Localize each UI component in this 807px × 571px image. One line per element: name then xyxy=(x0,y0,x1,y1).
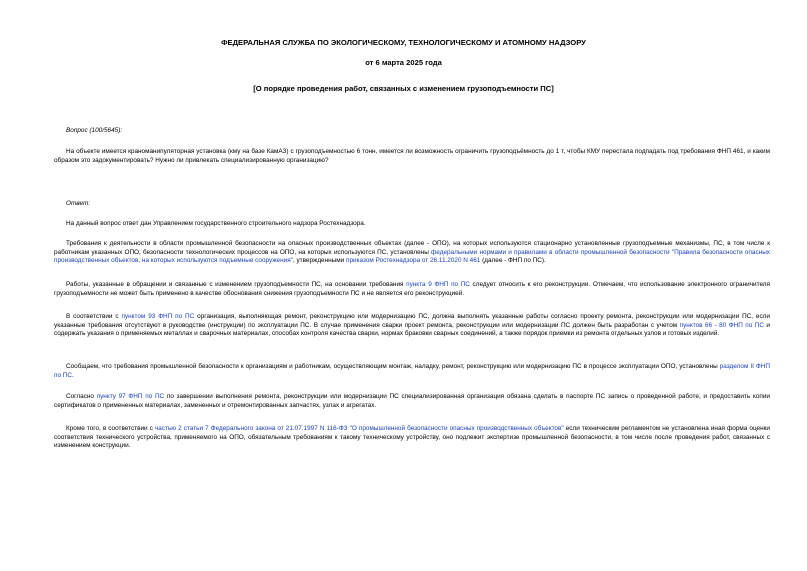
paragraph-text: организация, выполняющая ремонт, реконструкцию или модернизацию ПС, должна выполнять указанные работы согласно проекту ремонта, реконструкции или модернизации ПС, если указанные требования отсутствуют в руководстве (инструкции) по эксплуатации ПС. В случае применения сварки проект ремонта, реконструкции или модернизации ПС должен быть разработан с учетом xyxy=(54,313,770,329)
answer-paragraph-4 xyxy=(54,363,770,380)
paragraph-text: Согласно xyxy=(66,393,94,400)
answer-intro: На данный вопрос ответ дан Управлением государственного строительного надзора Ростехнадзора. xyxy=(66,220,366,227)
paragraph-text: В соответствии с xyxy=(66,313,119,320)
paragraph-text: следует относить к его реконструкции. Отмечаем, что использование электронного ограничителя грузоподъемности не может быть применено в качестве обоснования снижения грузоподъемности ПС и не является его реконструкцией. xyxy=(54,281,770,297)
paragraph-text: если техническим регламентом не установлена иная форма оценки соответствия технического устройства, применяемого на ОПО, обязательным требованиям к такому техническому устройству, оно подлежит экспертизе промышленной безопасности, в том числе после проведения работ, связанных с изменением конструкции. xyxy=(54,425,770,450)
document-date: от 6 марта 2025 года xyxy=(365,58,442,67)
clause-97-link[interactable]: пункту 97 ФНП по ПС xyxy=(96,393,165,400)
paragraph-text: . xyxy=(72,371,74,379)
federal-law-116-link[interactable]: частью 2 статьи 7 Федерального закона от 21.07.1997 N 116-ФЗ "О промышленной безопасности опасных производственных объектов" xyxy=(154,425,564,432)
answer-label: Ответ: xyxy=(66,200,91,207)
section-2-link[interactable]: разделом II ФНП по ПС xyxy=(54,363,770,379)
paragraph-text: , утвержденными xyxy=(292,257,345,265)
clause-9-link[interactable]: пункта 9 ФНП по ПС xyxy=(406,281,470,288)
paragraph-text: по завершении выполнения ремонта, реконструкции или модернизации ПС специализированная организация обязана сделать в паспорте ПС запись о проведенной работе, и предоставить копии сертификатов о примененных материалах, замененных и отремонтированных запчастях, узлах и агрегатах. xyxy=(54,393,770,409)
answer-paragraph-5 xyxy=(54,393,770,410)
document-title: [О порядке проведения работ, связанных с изменением грузоподъемности ПС] xyxy=(253,84,554,93)
answer-paragraph-2 xyxy=(54,281,770,298)
paragraph-text: и содержать указания о применяемых металлах и сварочных материалах, способах контроля качества сварки, нормах браковки сварных соединений, а также порядок приемки из ремонта отдельных узлов и готовых изделий. xyxy=(54,321,770,338)
question-label: Вопрос (100/5645): xyxy=(66,127,123,134)
answer-paragraph-1 xyxy=(54,240,770,266)
agency-heading: ФЕДЕРАЛЬНАЯ СЛУЖБА ПО ЭКОЛОГИЧЕСКОМУ, ТЕХНОЛОГИЧЕСКОМУ И АТОМНОМУ НАДЗОРУ xyxy=(221,38,586,47)
answer-paragraph-6 xyxy=(54,425,770,451)
clause-93-link[interactable]: пунктом 93 ФНП по ПС xyxy=(121,313,195,320)
answer-paragraph-3 xyxy=(54,313,770,339)
paragraph-text: (далее - ФНП по ПС). xyxy=(480,257,546,265)
order-461-link[interactable]: приказом Ростехнадзора от 26.11.2020 N 461 xyxy=(346,257,481,265)
paragraph-text: Сообщаем, что требования промышленной безопасности к организациям и работникам, осуществляющим монтаж, наладку, ремонт, реконструкцию или модернизацию ПС в процессе эксплуатации ОПО, установлены xyxy=(66,363,718,370)
clauses-66-80-link[interactable]: пунктов 66 - 80 ФНП по ПС xyxy=(679,321,764,329)
paragraph-text: Требования к деятельности в области промышленной безопасности на опасных производственных объектах (далее - ОПО), на которых используются стационарно установленные грузоподъемные механизмы, ПС, в том числе к работникам указанных ОПО, безопасности технологических процессов на ОПО, на которых используются ПС, установлены xyxy=(54,240,770,256)
fnp-rules-link[interactable]: федеральными нормами и правилами в области промышленной безопасности "Правила безопасности опасных производственных объектов, на которых используются подъемные сооружения" xyxy=(54,248,770,265)
paragraph-text: Работы, указанные в обращении и связанные с изменением грузоподъемности ПС, на основании требования xyxy=(66,281,404,288)
question-text: На объекте имеется краноманипуляторная установка (кму на базе КамАЗ) с грузоподъемностью 6 тонн, имеется ли возможность ограничить грузоподъёмность до 1 т, чтобы КМУ перестала подпадать под требования ФНП 461, и каким образом это задокументировать? Нужно ли привлекать специализированную организацию? xyxy=(54,148,770,164)
paragraph-text: Кроме того, в соответствии с xyxy=(66,425,153,432)
